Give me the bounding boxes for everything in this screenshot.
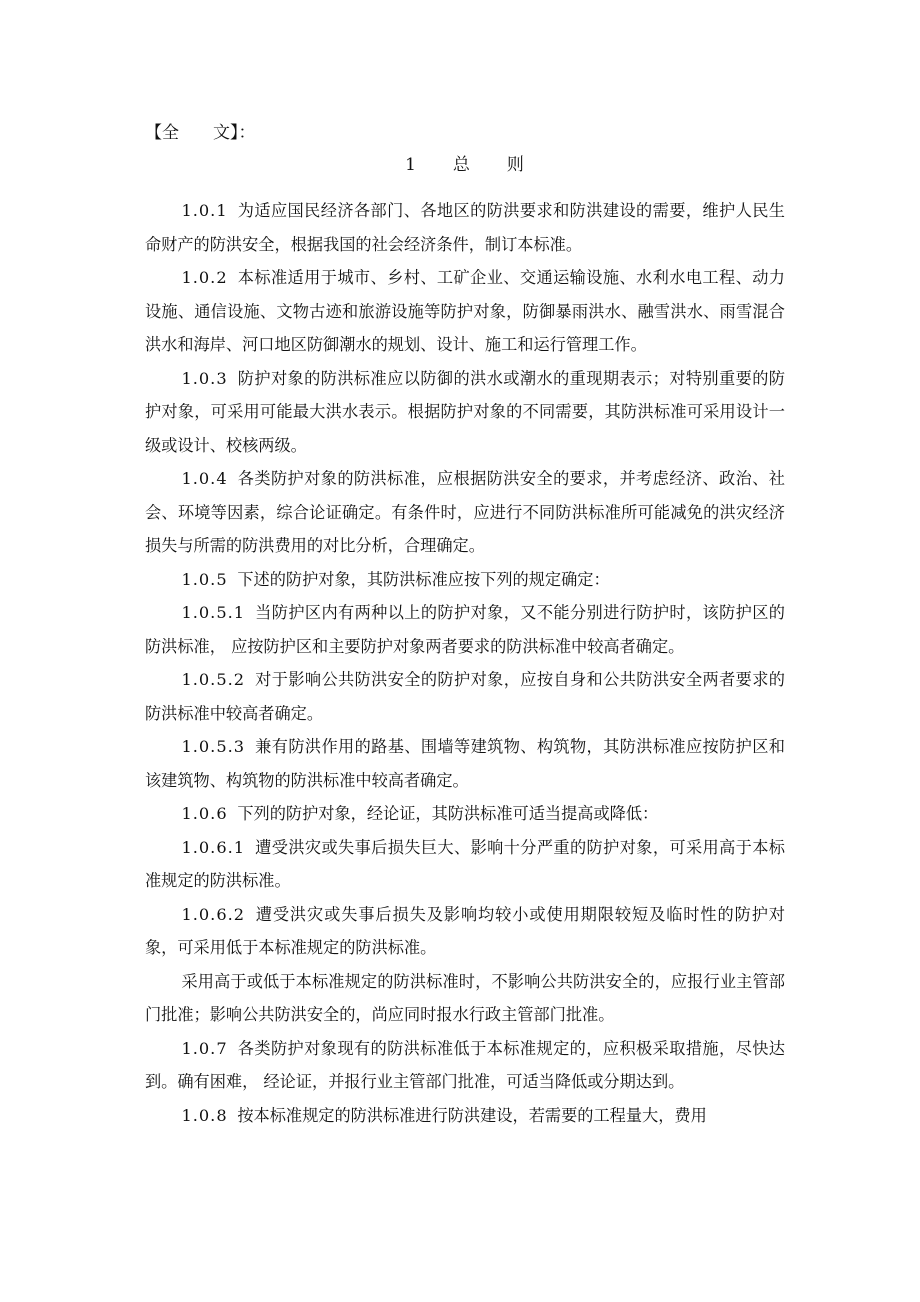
clause-text: 各类防护对象的防洪标准，应根据防洪安全的要求，并考虑经济、政治、社会、环境等因素，综合论证确定。有条件时，应进行不同防洪标准所可能减免的洪灾经济损失与所需的防洪费用的对比分析，合理确定。 [145,469,785,555]
clause-text: 当防护区内有两种以上的防护对象，又不能分别进行防护时，该防护区的防洪标准， 应按防护区和主要防护对象两者要求的防洪标准中较高者确定。 [145,603,785,656]
clause-text: 为适应国民经济各部门、各地区的防洪要求和防洪建设的需要，维护人民生命财产的防洪安全，根据我国的社会经济条件，制订本标准。 [145,201,785,254]
paragraph-1-0-5 [145,563,785,597]
clause-number: 1.0.6.2 [181,904,246,924]
clause-number: 1.0.6.1 [181,837,246,857]
paragraph-1-0-3 [145,362,785,463]
clause-text: 按本标准规定的防洪标准进行防洪建设，若需要的工程量大，费用 [237,1105,707,1125]
paragraph-1-0-1 [145,194,785,261]
paragraph-1-0-5-1 [145,596,785,663]
chapter-title: 1 总 则 [405,155,525,175]
clause-text: 遭受洪灾或失事后损失及影响均较小或使用期限较短及临时性的防护对象，可采用低于本标准规定的防洪标准。 [145,904,785,957]
paragraph-1-0-6-1 [145,831,785,898]
clause-text: 防护对象的防洪标准应以防御的洪水或潮水的重现期表示；对特别重要的防护对象，可采用可能最大洪水表示。根据防护对象的不同需要，其防洪标准可采用设计一级或设计、校核两级。 [145,368,785,455]
clause-number: 1.0.5.2 [181,670,246,689]
paragraph-1-0-5-2 [145,663,785,730]
paragraph-1-0-7 [145,1032,785,1099]
clause-text: 对于影响公共防洪安全的防护对象，应按自身和公共防洪安全两者要求的防洪标准中较高者确定。 [145,670,785,723]
clause-number: 1.0.3 [181,368,228,388]
paragraph-1-0-6 [145,797,785,831]
clause-text: 兼有防洪作用的路基、围墙等建筑物、构筑物，其防洪标准应按防护区和该建筑物、构筑物的防洪标准中较高者确定。 [145,737,785,790]
clause-number: 1.0.7 [181,1038,228,1058]
paragraph-approval-note [145,965,785,1032]
clause-text: 下述的防护对象，其防洪标准应按下列的规定确定： [237,569,610,589]
paragraph-1-0-8 [145,1099,785,1133]
clause-text: 本标准适用于城市、乡村、工矿企业、交通运输设施、水利水电工程、动力设施、通信设施、文物古迹和旅游设施等防护对象，防御暴雨洪水、融雪洪水、雨雪混合洪水和海岸、河口地区防御潮水的规划、设计、施工和运行管理工作。 [145,268,785,354]
paragraph-1-0-4 [145,462,785,563]
fulltext-label: 【全 文】： [145,123,256,143]
document-page [145,118,785,1132]
clause-number: 1.0.2 [181,268,228,287]
clause-number: 1.0.5.1 [181,603,246,622]
clause-number: 1.0.1 [181,201,228,220]
clause-text: 采用高于或低于本标准规定的防洪标准时，不影响公共防洪安全的，应报行业主管部门批准；影响公共防洪安全的，尚应同时报水行政主管部门批准。 [145,971,785,1024]
clause-text: 下列的防护对象，经论证，其防洪标准可适当提高或降低： [237,804,659,823]
paragraph-1-0-6-2 [145,898,785,965]
clause-text: 各类防护对象现有的防洪标准低于本标准规定的，应积极采取措施，尽快达到。确有困难， 经论证，并报行业主管部门批准，可适当降低或分期达到。 [145,1038,785,1091]
clause-text: 遭受洪灾或失事后损失巨大、影响十分严重的防护对象，可采用高于本标准规定的防洪标准。 [145,837,785,890]
clause-number: 1.0.5 [181,569,228,589]
clause-number: 1.0.4 [181,469,228,488]
paragraph-1-0-2 [145,261,785,362]
paragraph-1-0-5-3 [145,730,785,797]
clause-number: 1.0.8 [181,1105,228,1125]
clause-number: 1.0.5.3 [181,737,246,756]
clause-number: 1.0.6 [181,804,228,823]
